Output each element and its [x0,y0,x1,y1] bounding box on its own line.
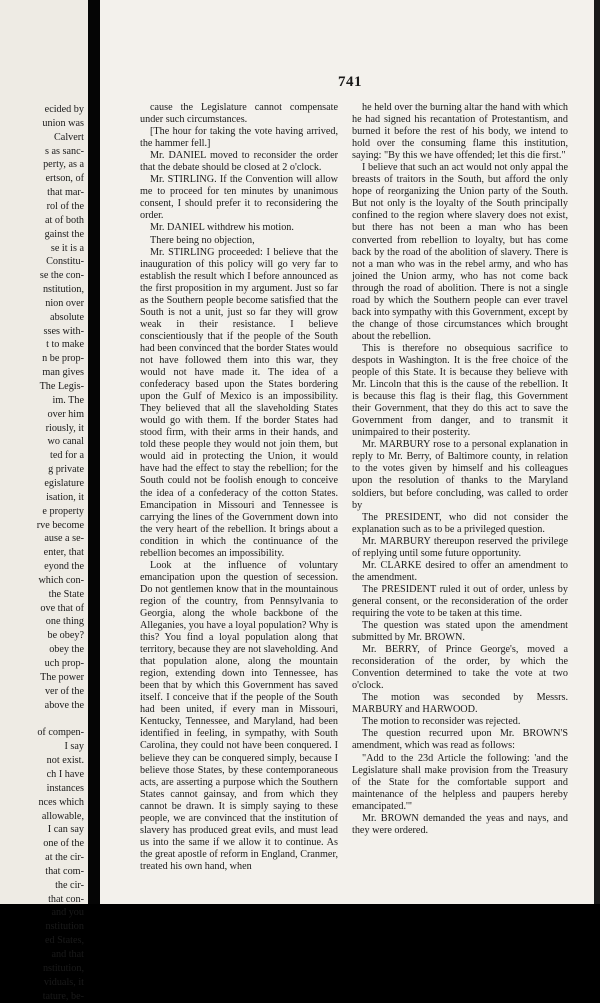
fragment-line: gainst the [44,228,84,240]
fragment-line: ch I have [46,768,84,780]
fragment-line: rol of the [46,200,84,212]
fragment-line: g private [48,464,84,476]
fragment-line: ertson, of [45,173,84,185]
fragment-line: ed States, [44,935,84,947]
paragraph: he held over the burning altar the hand with which he had signed his recantation of Protestantism, and burned it before the rest of his body, we intend to hold over the consuming flame this institution, saying: "By this we have offended; let this die first." [352,102,568,162]
paragraph: The PRESIDENT ruled it out of order, unless by general consent, or the reconsideration of the order requiring the vote to be taken at this time. [352,583,568,619]
paragraph: The motion to reconsider was rejected. [362,716,521,728]
left-column [140,102,338,873]
fragment-line: obey the [49,644,84,656]
fragment-line: absolute [50,311,84,323]
fragment-line: which con- [38,574,84,586]
paragraph: There being no objection, [150,234,255,246]
book-gutter [88,0,100,904]
page-edge-shadow [594,0,600,904]
paragraph: The PRESIDENT, who did not consider the explanation such as to be a privileged question. [352,511,568,535]
fragment-line: nion over [45,297,84,309]
fragment-line: im. The [52,394,84,406]
fragment-line: union was [42,117,84,129]
fragment-line: isation, it [46,491,84,503]
fragment-line: I can say [47,824,84,836]
fragment-line: se it is a [50,242,84,254]
paragraph: Mr. STIRLING proceeded: I believe that the inauguration of this policy will go very far to establish the result which I before announced as the first proposition in my argument. Just so far as the Southern people become satisfied that the South is not a unit, just so far they will grow weak in their resistance. I believe conscientiously that if the people of the South had been convinced that the border States would not have followed them into this war, they would not have made it. The idea of a confederacy based upon the States bordering upon the Gulf of Mexico is an impossibility. They believed that all the slaveholding States would go with them. If the border States had stood firm, with their arms in their hands, and told these people they would not join them, but would aid in protecting the Union, it would have had the effect to stay the rebellion; for the South could not be foolish enough to conceive the idea of a confederacy of the cotton States. Emancipation in Missouri and Tennessee is carrying the lines of the Government down into the very heart of the rebellion. It brings about a condition in which the continuance of the rebellion becomes an impossibility. [140,246,338,559]
fragment-line: The power [40,671,84,683]
fragment-line: ted for a [50,450,84,462]
fragment-line: I say [64,741,84,753]
paragraph: Look at the influence of voluntary emancipation upon the question of secession. Do not gentlemen know that in the mountainous region of the country, from Pennsylvania to Georgia, along the whole backbone of the Alleganies, you have a loyal population? Why is this? You find a loyal population along that territory, because they are not slaveholding. And that population alone, along the mountain region, extending down into Tennessee, has been that by which this Government has saved itself. I conceive that if the people of the South had been united, if every man in Missouri, Kentucky, Tennessee, and Maryland, had been identified in feeling, in sympathy, with South Carolina, they could not have been conquered. I believe they can be conquered simply, because I believe those States, by these contemporaneous acts, are asserting a purpose which the Southern States cannot gainsay, and from which they cannot be drawn. It is simply saying to these people, we are convinced that the institution of slavery has produced great evils, and must lead us into the same if we allow it to continue. As the great apostle of reform in England, Cranmer, treated his own hand, when [140,559,338,872]
fragment-line: t to make [46,339,84,351]
paragraph: I believe that such an act would not only appal the breasts of traitors in the South, but afford the only hope of reorganizing the Union party of the South. But not only is the loyalty of the South principally confined to the region where slavery does not exist, but there has not been a man who has been converted from rebellion to loyalty, but has come back by the road of the abolition of slavery. There is not a man who was in the rebel army, and who has joined the Union army, who has not come back through the road of abolition. There is not a single road by which the Southern people can ever travel back into sympathy with this Government, except by the change of those circumstances which brought about the rebellion. [352,162,568,342]
fragment-line: instances [46,782,84,794]
fragment-line: at of both [44,214,84,226]
fragment-line: se the con- [39,270,84,282]
paragraph: The question recurred upon Mr. BROWN'S amendment, which was read as follows: [352,728,568,752]
fragment-line: not exist. [46,755,84,767]
fragment-line: that mar- [47,187,84,199]
fragment-line: eyond the [44,561,84,573]
fragment-line: and you [51,907,84,919]
fragment-line: that com- [45,865,84,877]
fragment-line: nces which [38,796,84,808]
fragment-line: that con- [48,893,84,905]
fragment-line: be obey? [47,630,84,642]
adjacent-page-fragment [0,0,88,1002]
fragment-line: riously, it [45,422,84,434]
fragment-line: at the cir- [45,852,84,864]
paragraph: Mr. MARBURY thereupon reserved the privilege of replying until some future opportunity. [352,535,568,559]
fragment-line: s as sanc- [44,145,84,157]
paragraph: "Add to the 23d Article the following: 'and the Legislature shall make provision from the Treasury of the State for the comfortable support and maintenance of the helpless and paupers hereby emancipated.'" [352,752,568,812]
fragment-line: above the [44,699,84,711]
paragraph: Mr. DANIEL withdrew his motion. [150,222,294,234]
fragment-line: ver of the [44,685,84,697]
fragment-line: the cir- [55,879,84,891]
paragraph: cause the Legislature cannot compensate under such circumstances. [140,102,338,126]
fragment-line: ove that of [40,602,84,614]
paragraph: Mr. MARBURY rose to a personal explanation in reply to Mr. Berry, of Baltimore county, in relation to the votes given by himself and his colleagues upon the resolution of thanks to the Maryland soldiers, but before concluding, was called to order by [352,439,568,511]
fragment-line: over him [47,408,84,420]
paragraph: Mr. CLARKE desired to offer an amendment to the amendment. [352,559,568,583]
fragment-line: nstitution, [42,962,84,974]
fragment-line: Calvert [54,131,84,143]
paragraph: This is therefore no obsequious sacrifice to despots in Washington. It is the free choice of the people of this State. It is because they believe with Mr. Lincoln that this is the cause of the rebellion. It is because this flag is their flag, this Government their Government, that they do this act to save the Government from danger, and to transmit it unimpaired to their posterity. [352,342,568,439]
fragment-line: one of the [43,838,84,850]
fragment-line: of compen- [37,727,84,739]
right-column [352,102,568,837]
fragment-line: Constitu- [46,256,84,268]
page-number: 741 [338,74,362,90]
paragraph: The motion was seconded by Messrs. MARBURY and HARWOOD. [352,692,568,716]
fragment-line: and that [51,949,84,960]
fragment-line: allowable, [41,810,84,822]
fragment-line: nstitution, [42,284,84,296]
fragment-line: ecided by [44,104,84,115]
fragment-line: viduals, it [43,976,84,988]
fragment-line: egislature [44,477,84,489]
paragraph: Mr. DANIEL moved to reconsider the order that the debate should be closed at 2 o'clock. [140,150,338,174]
paragraph: Mr. STIRLING. If the Convention will allow me to proceed for ten minutes by unanimous consent, I should prefer it to reconsidering the order. [140,174,338,222]
fragment-line: nstitution [45,921,84,933]
paragraph: The question was stated upon the amendment submitted by Mr. BROWN. [352,620,568,644]
paragraph: Mr. BERRY, of Prince George's, moved a reconsideration of the order, by which the Convention determined to take the vote at two o'clock. [352,644,568,692]
fragment-line: one thing [45,616,84,628]
fragment-line: enter, that [43,547,84,559]
fragment-line: man gives [42,367,84,379]
fragment-line: tature, be- [42,990,84,1002]
fragment-line: n be prop- [42,353,84,365]
fragment-line: ause a se- [44,533,84,545]
document-page [100,0,600,904]
fragment-line: uch prop- [44,658,84,669]
fragment-line: rve become [36,519,84,531]
fragment-line: The Legis- [39,381,84,392]
fragment-line: wo canal [47,436,84,448]
fragment-line: perty, as a [43,159,84,171]
fragment-line: sses with- [43,325,84,337]
fragment-line: e property [42,505,84,517]
paragraph: [The hour for taking the vote having arrived, the hammer fell.] [140,126,338,150]
fragment-line: the State [48,588,84,600]
paragraph: Mr. BROWN demanded the yeas and nays, and they were ordered. [352,812,568,836]
